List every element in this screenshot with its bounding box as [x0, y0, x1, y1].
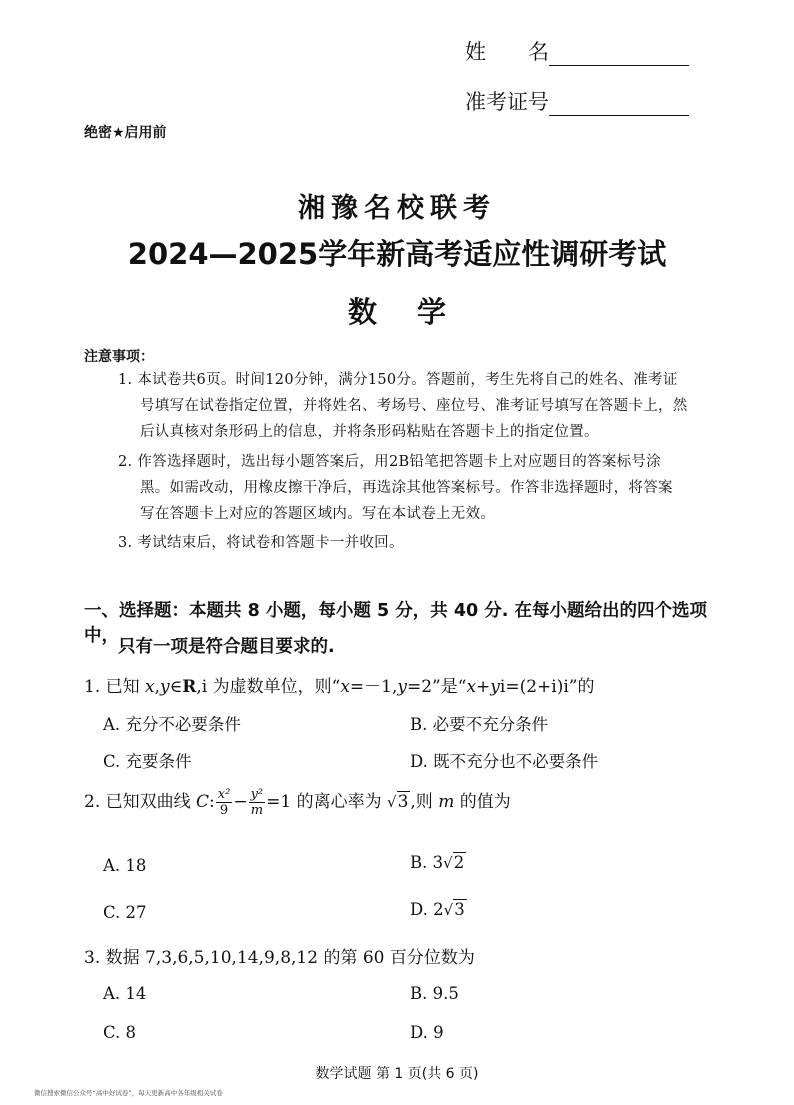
- q1-option-a: A. 充分不必要条件: [103, 715, 241, 734]
- text: D. 2: [410, 900, 444, 919]
- name-blank: [549, 43, 689, 66]
- notice-item-3: [118, 530, 728, 556]
- text: −: [233, 792, 248, 812]
- secret-mark: 绝密★启用前: [84, 125, 167, 141]
- question-2-stem: [84, 787, 511, 818]
- sqrt-3: [387, 792, 410, 812]
- set-r: R: [182, 677, 197, 697]
- exam-id-label: 准考证号: [465, 90, 549, 114]
- section-heading-line2: 只有一项是符合题目要求的.: [118, 637, 335, 657]
- notice-line: 1. 本试卷共6页。时间120分钟，满分150分。答题前，考生先将自己的姓名、准考证: [118, 372, 678, 388]
- notice-line: 写在答题卡上对应的答题区域内。写在本试卷上无效。: [140, 506, 496, 522]
- var: m: [438, 792, 455, 812]
- text: 2. 已知双曲线: [84, 792, 197, 812]
- notice-line: 后认真核对条形码上的信息，并将条形码粘贴在答题卡上的指定位置。: [140, 424, 599, 440]
- notice-line: 3. 考试结束后，将试卷和答题卡一并收回。: [118, 535, 404, 551]
- text: B. 3: [410, 853, 444, 872]
- exam-name-title: 2024—2025学年新高考适应性调研考试: [127, 237, 667, 271]
- notice-line: 2. 作答选择题时，选出每小题答案后，用2B铅笔把答题卡上对应题目的答案标号涂: [118, 454, 662, 470]
- exam-id-blank: [549, 93, 689, 116]
- var: y: [490, 677, 500, 697]
- text: ,i 为虚数单位，则“: [196, 677, 341, 697]
- radical: √: [443, 854, 453, 872]
- var: y: [160, 677, 170, 697]
- q2-option-d: [410, 900, 467, 919]
- q1-option-c: C. 充要条件: [103, 752, 192, 771]
- notice-heading: 注意事项：: [84, 349, 154, 365]
- text: ∈: [169, 677, 183, 697]
- question-3-stem: 3. 数据 7,3,6,5,10,14,9,8,12 的第 60 百分位数为: [84, 948, 475, 968]
- q3-option-a: A. 14: [103, 984, 147, 1003]
- numerator: y²: [250, 787, 264, 802]
- sqrt-2: [443, 853, 466, 872]
- radicand: 3: [454, 900, 465, 919]
- name-field: [465, 36, 689, 66]
- radicand: 2: [453, 853, 465, 872]
- exam-org-title: 湘豫名校联考: [298, 193, 496, 224]
- var: y: [397, 677, 407, 697]
- name-label: 姓 名: [465, 40, 549, 64]
- var: C: [196, 792, 210, 812]
- radical: √: [387, 793, 397, 811]
- var: x: [145, 677, 155, 697]
- exam-id-field: [465, 86, 689, 116]
- text: ,: [154, 677, 161, 697]
- denominator: m: [250, 803, 264, 818]
- text: =－1,: [349, 677, 398, 697]
- q3-option-d: D. 9: [410, 1023, 444, 1042]
- notice-item-2: [118, 449, 728, 527]
- q2-option-c: C. 27: [103, 903, 147, 922]
- q1-option-b: B. 必要不充分条件: [410, 715, 549, 734]
- notice-line: 号填写在试卷指定位置，并将姓名、考场号、座位号、准考证号填写在答题卡上，然: [140, 398, 688, 414]
- section-heading-line1: 一、选择题：本题共 8 小题，每小题 5 分，共 40 分. 在每小题给出的四个选项中，: [84, 601, 707, 646]
- text: :: [209, 792, 215, 812]
- notice-item-1: [118, 367, 728, 445]
- text: i=(2+i)i”的: [499, 677, 595, 697]
- var: x: [340, 677, 350, 697]
- footer-note: 微信搜索微信公众号“高中好试卷”，每天更新高中各年级相关试卷: [34, 1089, 223, 1097]
- radicand: 3: [397, 792, 409, 812]
- denominator: 9: [219, 803, 229, 818]
- q3-option-c: C. 8: [103, 1023, 137, 1042]
- q2-option-a: A. 18: [103, 856, 147, 875]
- subject-title: 数学: [347, 295, 486, 329]
- text: 的值为: [454, 792, 511, 812]
- text: =2”是“: [406, 677, 467, 697]
- fraction-y: [249, 787, 266, 818]
- notice-line: 黑。如需改动，用橡皮擦干净后，再选涂其他答案标号。作答非选择题时，将答案: [140, 480, 673, 496]
- numerator: x²: [217, 787, 231, 802]
- var: x: [466, 677, 477, 697]
- text: 1. 已知: [84, 677, 146, 697]
- page-footer: 数学试题 第 1 页(共 6 页): [315, 1066, 479, 1082]
- sqrt-3: [444, 900, 467, 919]
- q3-option-b: B. 9.5: [410, 984, 459, 1003]
- text: +: [476, 677, 491, 697]
- q2-option-b: [410, 853, 466, 872]
- fraction-x: [216, 787, 233, 818]
- text: ,则: [410, 792, 439, 812]
- text: =1 的离心率为: [266, 792, 388, 812]
- radical: √: [443, 901, 454, 919]
- question-1-stem: [84, 672, 594, 697]
- q1-option-d: D. 既不充分也不必要条件: [410, 752, 599, 771]
